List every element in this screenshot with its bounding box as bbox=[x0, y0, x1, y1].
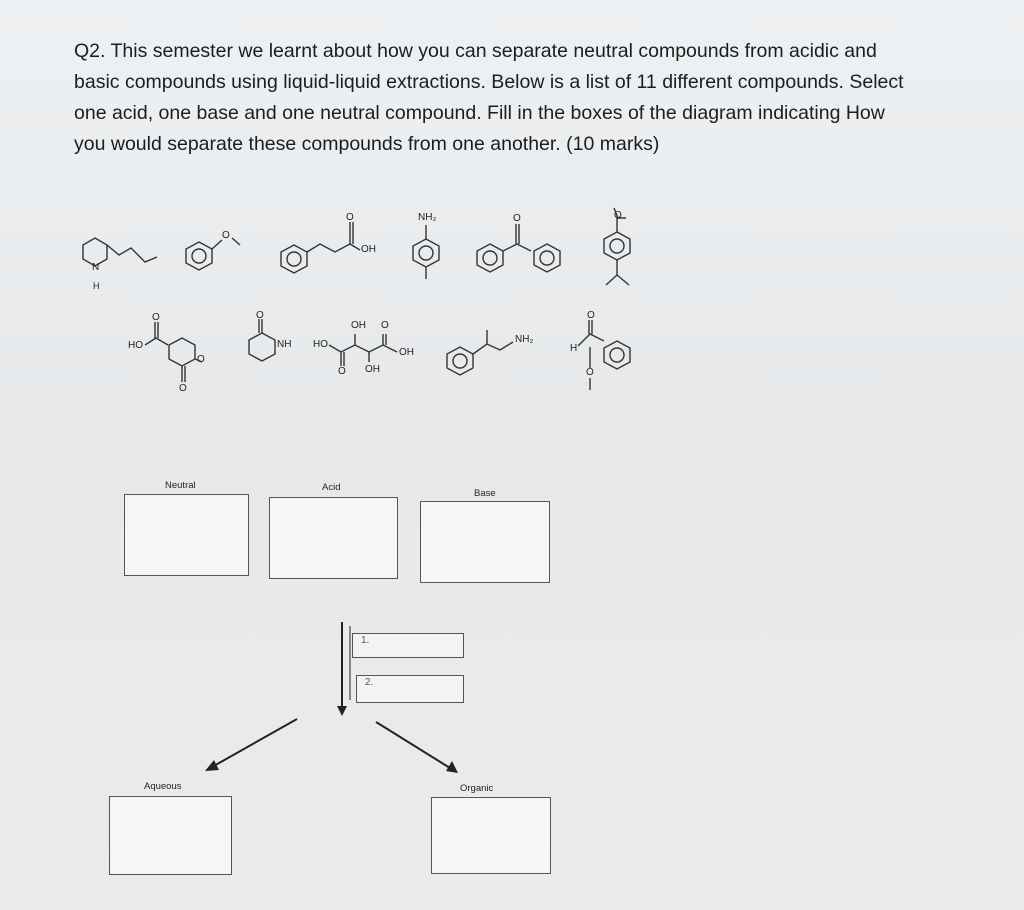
atom-label-o-lactam: O bbox=[256, 310, 264, 321]
base-box[interactable] bbox=[420, 501, 550, 583]
atom-label-o-ester-bottom: O bbox=[586, 367, 594, 378]
atom-label-o-anisole: O bbox=[222, 230, 230, 241]
step-2-box[interactable] bbox=[356, 675, 464, 703]
neutral-box[interactable] bbox=[124, 494, 249, 576]
flow-arrow-down-icon bbox=[337, 706, 347, 716]
atom-label-o-ring: O bbox=[197, 354, 205, 365]
aqueous-label: Aqueous bbox=[144, 781, 182, 792]
atom-label-h: H bbox=[93, 281, 100, 291]
arrowhead-aqueous-icon bbox=[205, 760, 219, 771]
compound-5-ketone bbox=[477, 224, 560, 272]
aqueous-box[interactable] bbox=[109, 796, 232, 875]
atom-label-o-ketoacid: O bbox=[152, 312, 160, 323]
atom-label-oh-diacid-top: OH bbox=[351, 320, 366, 331]
atom-label-nh2-aniline: NH₂ bbox=[418, 212, 437, 223]
compound-11-ester bbox=[578, 320, 630, 390]
atom-label-ho-ketoacid: HO bbox=[128, 340, 143, 351]
atom-label-oh-diacid-right: OH bbox=[399, 347, 414, 358]
atom-label-oh-acid: OH bbox=[361, 244, 376, 255]
atom-label-n: N bbox=[92, 262, 100, 273]
acid-label: Acid bbox=[322, 482, 341, 493]
question-line-3: one acid, one base and one neutral compound. Fill in the boxes of the diagram indicating How bbox=[74, 102, 885, 124]
acid-box[interactable] bbox=[269, 497, 398, 579]
atom-label-o-acid: O bbox=[346, 212, 354, 223]
atom-label-o-ring-ketone: O bbox=[179, 383, 187, 394]
organic-label: Organic bbox=[460, 783, 494, 794]
compound-8-lactam bbox=[249, 319, 275, 361]
neutral-label: Neutral bbox=[165, 480, 196, 491]
atom-label-o-aldehyde: O bbox=[614, 210, 622, 221]
step-2-label: 2. bbox=[365, 677, 374, 688]
atom-label-o-diacid-top: O bbox=[381, 320, 389, 331]
question-line-2: basic compounds using liquid-liquid extractions. Below is a list of 11 different compounds. Select bbox=[74, 71, 904, 93]
arrow-to-aqueous bbox=[212, 719, 297, 767]
atom-label-o-diacid-bottom: O bbox=[338, 366, 346, 377]
atom-label-h-ester: H bbox=[570, 343, 578, 354]
step-1-box[interactable] bbox=[352, 633, 464, 658]
compound-2-anisole bbox=[186, 238, 240, 270]
base-label: Base bbox=[474, 488, 496, 499]
compound-3-carboxylic-acid bbox=[281, 222, 360, 273]
arrow-to-organic bbox=[376, 722, 450, 768]
compound-9-diacid bbox=[329, 334, 397, 366]
organic-box[interactable] bbox=[431, 797, 551, 874]
atom-label-o-ketone: O bbox=[513, 213, 521, 224]
atom-label-nh2-amine: NH₂ bbox=[515, 334, 534, 345]
atom-label-oh-diacid-bottom: OH bbox=[365, 364, 380, 375]
compound-7-ketoacid bbox=[145, 322, 202, 382]
question-line-1: Q2. This semester we learnt about how you can separate neutral compounds from acidic and bbox=[74, 40, 877, 62]
compound-4-aniline bbox=[413, 225, 439, 279]
compound-10-amine bbox=[447, 330, 513, 375]
atom-label-nh-lactam: NH bbox=[277, 339, 292, 350]
atom-label-ho-diacid: HO bbox=[313, 339, 328, 350]
step-1-label: 1. bbox=[361, 635, 370, 646]
atom-label-o-ester-top: O bbox=[587, 310, 595, 321]
question-line-4: you would separate these compounds from one another. (10 marks) bbox=[74, 133, 660, 155]
